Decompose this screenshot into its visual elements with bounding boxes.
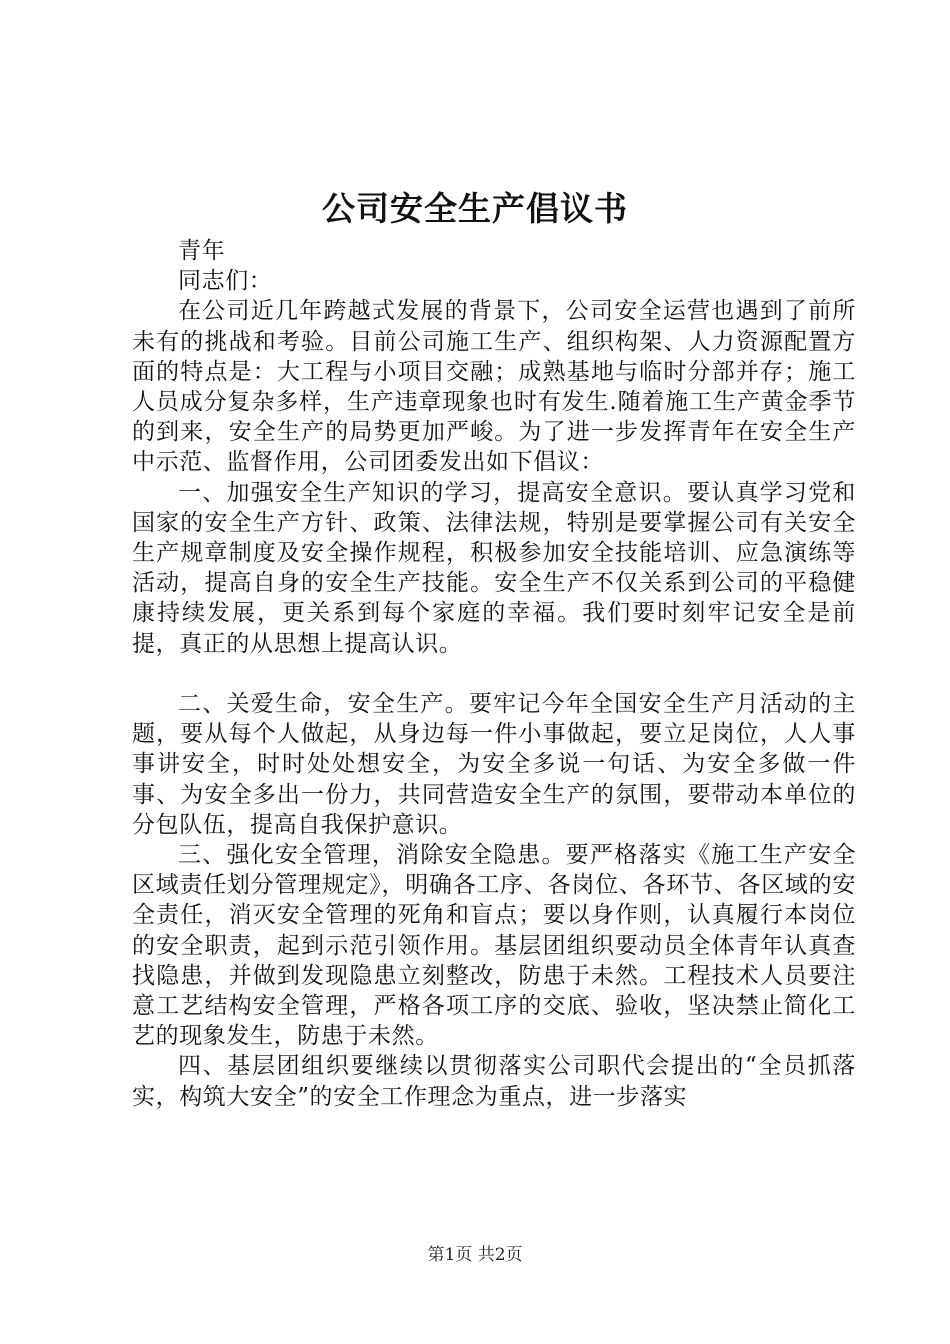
page-footer: 第1页 共2页 <box>427 1245 523 1265</box>
recipient-line-1: 青年 <box>178 238 226 264</box>
paragraph-spacer <box>132 659 856 689</box>
paragraph-point-3: 三、强化安全管理，消除安全隐患。要严格落实《施工生产安全区域责任划分管理规定》，明确各工序、各岗位、各环节、各区域的安全责任，消灭安全管理的死角和盲点；要以身作则，认真履行本岗位的安全职责，起到示范引领作用。基层团组织要动员全体青年认真查找隐患，并做到发现隐患立刻整改，防患于未然。工程技术人员要注意工艺结构安全管理，严格各项工序的交底、验收，坚决禁止简化工艺的现象发生，防患于未然。 <box>132 842 856 1050</box>
paragraph-intro: 在公司近几年跨越式发展的背景下，公司安全运营也遇到了前所未有的挑战和考验。目前公司施工生产、组织构架、人力资源配置方面的特点是：大工程与小项目交融；成熟基地与临时分部并存；施工人员成分复杂多样，生产违章现象也时有发生.随着施工生产黄金季节的到来，安全生产的局势更加严峻。为了进一步发挥青年在安全生产中示范、监督作用，公司团委发出如下倡议： <box>132 298 856 476</box>
paragraph-point-1: 一、加强安全生产知识的学习，提高安全意识。要认真学习党和国家的安全生产方针、政策、法律法规，特别是要掌握公司有关安全生产规章制度及安全操作规程，积极参加安全技能培训、应急演练等活动，提高自身的安全生产技能。安全生产不仅关系到公司的平稳健康持续发展，更关系到每个家庭的幸福。我们要时刻牢记安全是前提，真正的从思想上提高认识。 <box>132 479 856 657</box>
paragraph-point-2: 二、关爱生命，安全生产。要牢记今年全国安全生产月活动的主题，要从每个人做起，从身边每一件小事做起，要立足岗位，人人事事讲安全，时时处处想安全，为安全多说一句话、为安全多做一件事、为安全多出一份力，共同营造安全生产的氛围，要带动本单位的分包队伍，提高自我保护意识。 <box>132 691 856 838</box>
document-title: 公司安全生产倡议书 <box>322 189 628 228</box>
paragraph-point-4: 四、基层团组织要继续以贯彻落实公司职代会提出的“全员抓落实，构筑大安全”的安全工作理念为重点，进一步落实 <box>132 1053 856 1110</box>
document-body <box>132 236 856 1112</box>
recipient-line-2: 同志们： <box>178 268 273 295</box>
